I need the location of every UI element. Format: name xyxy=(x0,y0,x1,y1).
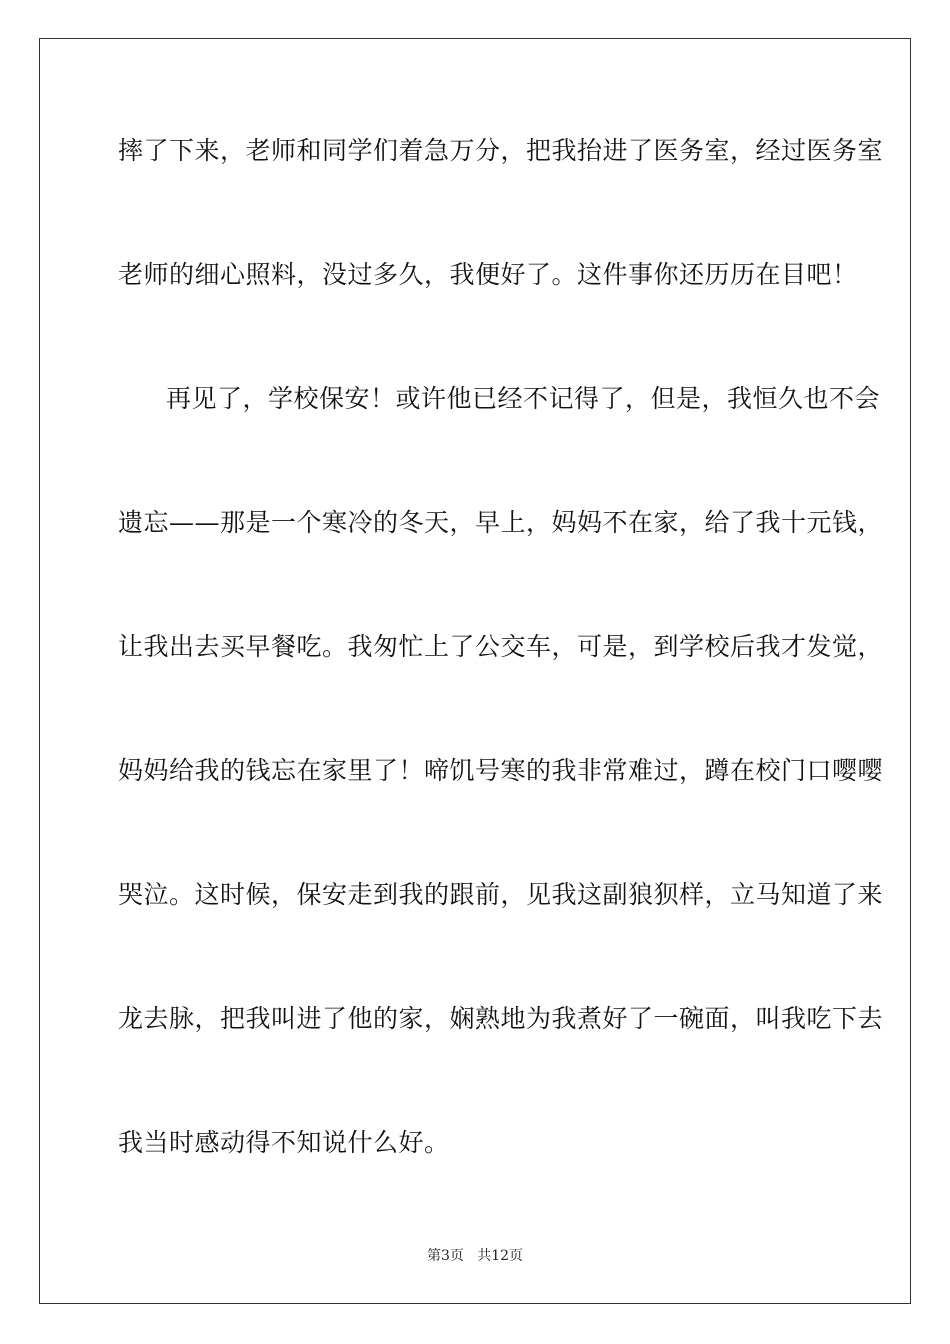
text-line-2: 老师的细心照料，没过多久，我便好了。这件事你还历历在目吧！ xyxy=(118,260,858,289)
text-line-3: 再见了，学校保安！或许他已经不记得了，但是，我恒久也不会 xyxy=(166,384,881,413)
text-line-6: 妈妈给我的钱忘在家里了！啼饥号寒的我非常难过，蹲在校门口嘤嘤 xyxy=(118,756,884,785)
page-number-footer: 第3页 共12页 xyxy=(426,1248,524,1264)
text-line-4: 遗忘——那是一个寒冷的冬天，早上，妈妈不在家，给了我十元钱， xyxy=(118,508,884,537)
text-line-9: 我当时感动得不知说什么好。 xyxy=(118,1128,450,1157)
text-line-5: 让我出去买早餐吃。我匆忙上了公交车，可是，到学校后我才发觉， xyxy=(118,632,884,661)
text-line-7: 哭泣。这时候，保安走到我的跟前，见我这副狼狈样，立马知道了来 xyxy=(118,880,884,909)
page-frame xyxy=(39,38,911,1304)
text-line-8: 龙去脉，把我叫进了他的家，娴熟地为我煮好了一碗面，叫我吃下去 xyxy=(118,1004,884,1033)
text-line-1: 摔了下来，老师和同学们着急万分，把我抬进了医务室，经过医务室 xyxy=(118,136,884,165)
